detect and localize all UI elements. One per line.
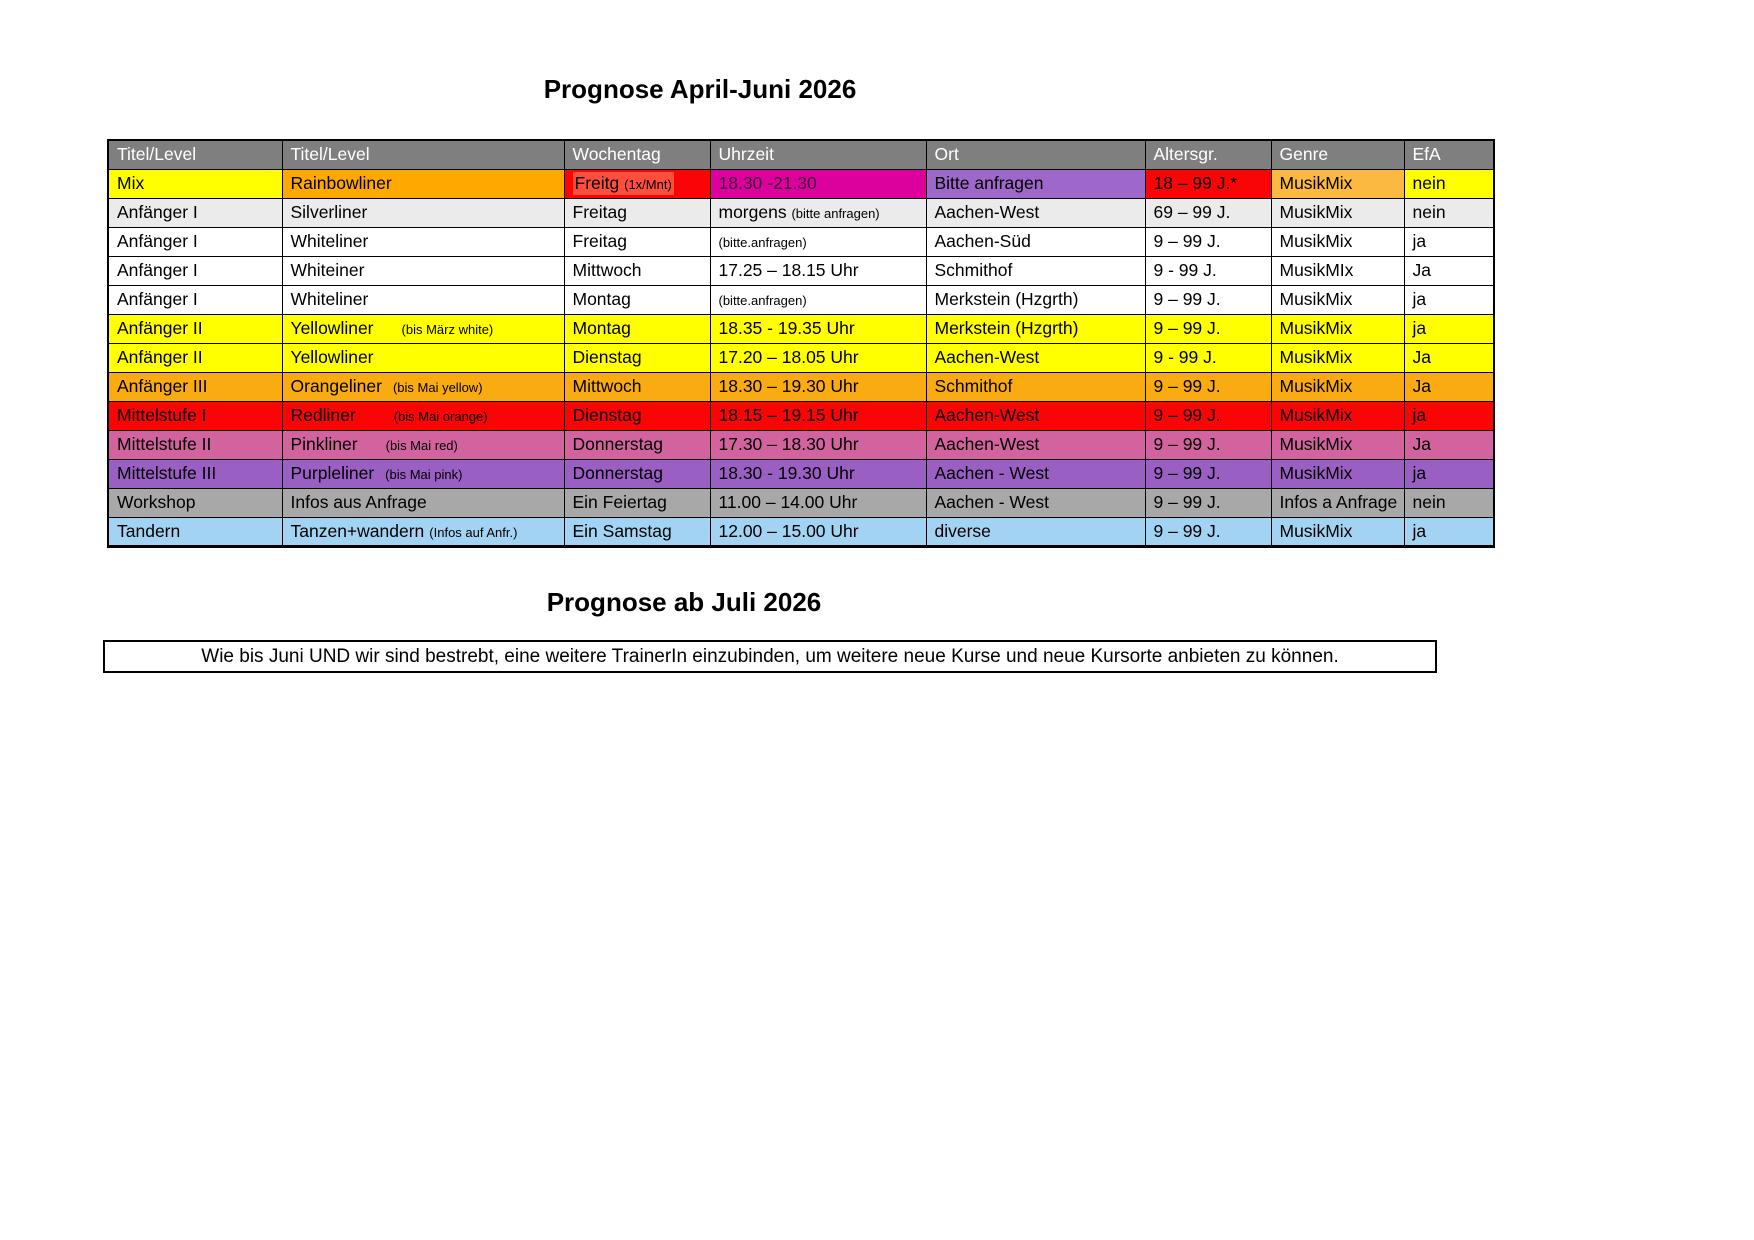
level-cell: Anfänger I xyxy=(108,198,282,227)
time-cell: 12.00 – 15.00 Uhr xyxy=(710,517,926,546)
page-title-april-juni: Prognose April-Juni 2026 xyxy=(543,74,857,104)
genre-cell: MusikMix xyxy=(1271,430,1404,459)
place-cell: Aachen-West xyxy=(926,430,1145,459)
course-cell: Whiteliner xyxy=(282,227,564,256)
course-cell: Whiteliner xyxy=(282,285,564,314)
genre-cell: MusikMix xyxy=(1271,517,1404,546)
genre-cell: MusikMix xyxy=(1271,343,1404,372)
course-row-workshop xyxy=(108,488,1494,517)
time-cell: morgens (bitte anfragen) xyxy=(710,198,926,227)
efa-cell: Ja xyxy=(1404,430,1494,459)
efa-cell: nein xyxy=(1404,198,1494,227)
header-row xyxy=(108,140,1494,169)
course-cell: Tanzen+wandern (Infos auf Anfr.) xyxy=(282,517,564,546)
age-cell: 9 – 99 J. xyxy=(1145,430,1271,459)
age-cell: 9 - 99 J. xyxy=(1145,343,1271,372)
efa-cell: ja xyxy=(1404,285,1494,314)
level-cell: Anfänger I xyxy=(108,227,282,256)
weekday-cell: Donnerstag xyxy=(564,430,710,459)
age-cell: 9 – 99 J. xyxy=(1145,314,1271,343)
place-cell: Bitte anfragen xyxy=(926,169,1145,198)
place-cell: Merkstein (Hzgrth) xyxy=(926,314,1145,343)
weekday-cell: Mittwoch xyxy=(564,372,710,401)
age-cell: 9 – 99 J. xyxy=(1145,517,1271,546)
course-row-tandern xyxy=(108,517,1494,546)
age-cell: 18 – 99 J.* xyxy=(1145,169,1271,198)
weekday-cell: Montag xyxy=(564,314,710,343)
efa-cell: Ja xyxy=(1404,343,1494,372)
time-cell: 18.30 - 19.30 Uhr xyxy=(710,459,926,488)
time-cell: 17.20 – 18.05 Uhr xyxy=(710,343,926,372)
age-cell: 9 – 99 J. xyxy=(1145,285,1271,314)
genre-cell: MusikMix xyxy=(1271,169,1404,198)
time-cell: (bitte.anfragen) xyxy=(710,227,926,256)
efa-cell: Ja xyxy=(1404,372,1494,401)
course-row-orangeliner xyxy=(108,372,1494,401)
weekday-cell: Mittwoch xyxy=(564,256,710,285)
july-forecast-note-text: Wie bis Juni UND wir sind bestrebt, eine weitere TrainerIn einzubinden, um weitere neue Kurse und neue Kursorte anbieten zu können. xyxy=(201,645,1339,667)
level-cell: Anfänger I xyxy=(108,285,282,314)
age-cell: 9 – 99 J. xyxy=(1145,401,1271,430)
genre-cell: MusikMix xyxy=(1271,459,1404,488)
efa-cell: nein xyxy=(1404,488,1494,517)
weekday-cell: Dienstag xyxy=(564,401,710,430)
course-cell: Pinkliner (bis Mai red) xyxy=(282,430,564,459)
course-cell: Rainbowliner xyxy=(282,169,564,198)
weekday-cell: Freitag xyxy=(564,227,710,256)
genre-cell: MusikMix xyxy=(1271,285,1404,314)
time-cell: (bitte.anfragen) xyxy=(710,285,926,314)
place-cell: Aachen-West xyxy=(926,198,1145,227)
age-cell: 9 - 99 J. xyxy=(1145,256,1271,285)
age-cell: 69 – 99 J. xyxy=(1145,198,1271,227)
weekday-cell: Montag xyxy=(564,285,710,314)
efa-cell: ja xyxy=(1404,459,1494,488)
course-cell: Whiteiner xyxy=(282,256,564,285)
place-cell: Merkstein (Hzgrth) xyxy=(926,285,1145,314)
column-header-place: Ort xyxy=(926,140,1145,169)
course-row-yellowliner-montag xyxy=(108,314,1494,343)
column-header-time: Uhrzeit xyxy=(710,140,926,169)
level-cell: Anfänger II xyxy=(108,314,282,343)
age-cell: 9 – 99 J. xyxy=(1145,488,1271,517)
efa-cell: ja xyxy=(1404,517,1494,546)
place-cell: diverse xyxy=(926,517,1145,546)
genre-cell: MusikMix xyxy=(1271,401,1404,430)
course-cell: Silverliner xyxy=(282,198,564,227)
course-row-yellowliner-dienstag xyxy=(108,343,1494,372)
column-header-efa: EfA xyxy=(1404,140,1494,169)
weekday-cell: Freitag xyxy=(564,198,710,227)
course-schedule-table xyxy=(107,139,1495,548)
place-cell: Aachen - West xyxy=(926,488,1145,517)
place-cell: Aachen-West xyxy=(926,343,1145,372)
course-row-silverliner xyxy=(108,198,1494,227)
time-cell: 11.00 – 14.00 Uhr xyxy=(710,488,926,517)
column-header-course: Titel/Level xyxy=(282,140,564,169)
course-cell: Yellowliner xyxy=(282,343,564,372)
level-cell: Workshop xyxy=(108,488,282,517)
column-header-age: Altersgr. xyxy=(1145,140,1271,169)
course-cell: Infos aus Anfrage xyxy=(282,488,564,517)
time-cell: 18.30 – 19.30 Uhr xyxy=(710,372,926,401)
level-cell: Tandern xyxy=(108,517,282,546)
genre-cell: MusikMix xyxy=(1271,198,1404,227)
course-row-purpleliner xyxy=(108,459,1494,488)
place-cell: Schmithof xyxy=(926,372,1145,401)
efa-cell: ja xyxy=(1404,314,1494,343)
page-title-ab-juli: Prognose ab Juli 2026 xyxy=(546,587,822,617)
course-row-pinkliner xyxy=(108,430,1494,459)
course-cell: Yellowliner (bis März white) xyxy=(282,314,564,343)
age-cell: 9 – 99 J. xyxy=(1145,372,1271,401)
column-header-weekday: Wochentag xyxy=(564,140,710,169)
course-row-rainbowliner xyxy=(108,169,1494,198)
efa-cell: nein xyxy=(1404,169,1494,198)
column-header-level: Titel/Level xyxy=(108,140,282,169)
level-cell: Mittelstufe I xyxy=(108,401,282,430)
efa-cell: Ja xyxy=(1404,256,1494,285)
weekday-cell: Ein Samstag xyxy=(564,517,710,546)
course-row-whiteiner-mittwoch xyxy=(108,256,1494,285)
genre-cell: MusikMix xyxy=(1271,314,1404,343)
july-forecast-note-box xyxy=(103,640,1437,673)
age-cell: 9 – 99 J. xyxy=(1145,227,1271,256)
weekday-cell: Donnerstag xyxy=(564,459,710,488)
level-cell: Anfänger III xyxy=(108,372,282,401)
level-cell: Anfänger I xyxy=(108,256,282,285)
place-cell: Aachen-West xyxy=(926,401,1145,430)
place-cell: Aachen - West xyxy=(926,459,1145,488)
level-cell: Mix xyxy=(108,169,282,198)
age-cell: 9 – 99 J. xyxy=(1145,459,1271,488)
weekday-cell: Ein Feiertag xyxy=(564,488,710,517)
column-header-genre: Genre xyxy=(1271,140,1404,169)
course-row-whiteliner-freitag xyxy=(108,227,1494,256)
level-cell: Anfänger II xyxy=(108,343,282,372)
weekday-cell: Freitg (1x/Mnt) xyxy=(564,169,710,198)
time-cell: 18.35 - 19.35 Uhr xyxy=(710,314,926,343)
level-cell: Mittelstufe III xyxy=(108,459,282,488)
genre-cell: MusikMix xyxy=(1271,372,1404,401)
efa-cell: ja xyxy=(1404,227,1494,256)
place-cell: Aachen-Süd xyxy=(926,227,1145,256)
time-cell: 18.30 -21.30 xyxy=(710,169,926,198)
genre-cell: Infos a Anfrage xyxy=(1271,488,1404,517)
course-cell: Purpleliner (bis Mai pink) xyxy=(282,459,564,488)
level-cell: Mittelstufe II xyxy=(108,430,282,459)
efa-cell: ja xyxy=(1404,401,1494,430)
course-cell: Orangeliner (bis Mai yellow) xyxy=(282,372,564,401)
genre-cell: MusikMIx xyxy=(1271,256,1404,285)
time-cell: 18.15 – 19.15 Uhr xyxy=(710,401,926,430)
course-row-whiteliner-montag xyxy=(108,285,1494,314)
place-cell: Schmithof xyxy=(926,256,1145,285)
time-cell: 17.30 – 18.30 Uhr xyxy=(710,430,926,459)
course-cell: Redliner (bis Mai orange) xyxy=(282,401,564,430)
course-row-redliner xyxy=(108,401,1494,430)
weekday-cell: Dienstag xyxy=(564,343,710,372)
genre-cell: MusikMix xyxy=(1271,227,1404,256)
time-cell: 17.25 – 18.15 Uhr xyxy=(710,256,926,285)
